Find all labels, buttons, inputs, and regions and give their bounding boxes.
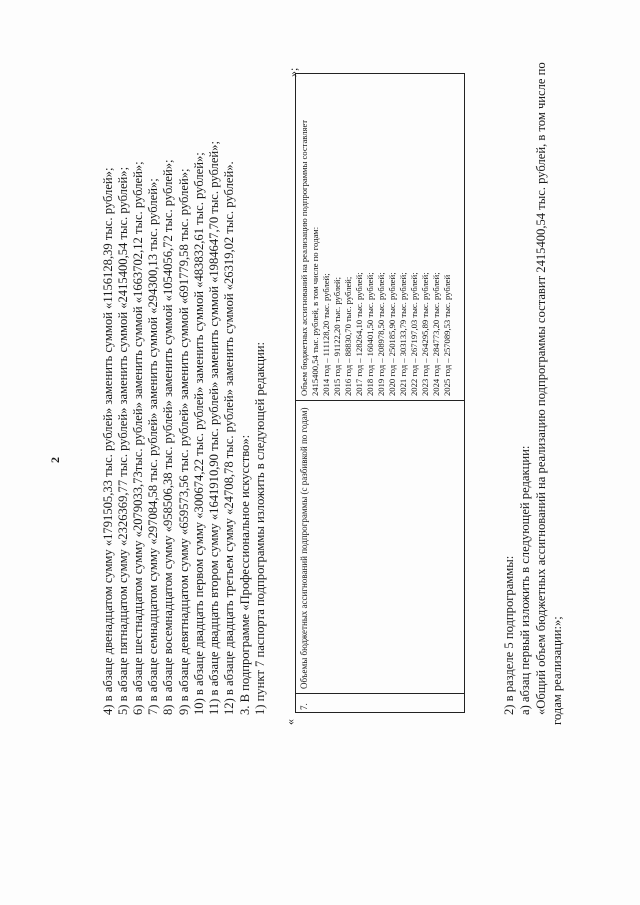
paragraph-quote-line-2: годам реализации:»;	[550, 616, 564, 725]
table-row-label: Объемы бюджетных ассигнований подпрограммы (с разбивкой по годам)	[296, 400, 464, 693]
passport-table	[295, 73, 465, 713]
amendment-line-9: 9) в абзаце девятнадцатом сумму «659573,56 тыс. рублей» заменить суммой «691779,58 тыс. рублей»;	[177, 168, 191, 715]
funding-year-2021: 2021 год – 303133,79 тыс. рублей;	[398, 272, 408, 396]
funding-year-2017: 2017 год – 128264,10 тыс. рублей;	[354, 272, 364, 396]
amendment-line-8: 8) в абзаце восемнадцатом сумму «958506,38 тыс. рублей» заменить суммой «1054056,72 тыс. рублей»;	[161, 159, 175, 715]
section5-heading: 2) в разделе 5 подпрограммы:	[502, 555, 516, 715]
amendment-line-4: 4) в абзаце двенадцатом сумму «1791505,33 тыс. рублей» заменить суммой «1156128,39 тыс. рублей»;	[101, 167, 115, 715]
funding-year-2016: 2016 год – 88830,70 тыс. рублей;	[343, 276, 353, 396]
funding-year-2023: 2023 год – 264295,89 тыс. рублей;	[420, 272, 430, 396]
page-number: 2	[48, 457, 62, 463]
amendment-line-11: 11) в абзаце двадцать втором сумму «1641910,90 тыс. рублей» заменить суммой «1984647,70 тыс. рублей»;	[207, 141, 221, 715]
funding-year-2025: 2025 год – 257089,53 тыс. рублей	[442, 274, 452, 396]
amendment-line-5: 5) в абзаце пятнадцатом сумму «2326369,77 тыс. рублей» заменить суммой «2415400,54 тыс. рублей»;	[116, 166, 130, 715]
paragraph-quote-line-1: «Общий объем бюджетных ассигнований на реализацию подпрограммы составит 2415400,54 тыс. рублей, в том числе по	[534, 62, 548, 715]
funding-year-2015: 2015 год – 91122,20 тыс. рублей;	[332, 277, 342, 396]
amendment-line-10: 10) в абзаце двадцать первом сумму «300674,22 тыс. рублей» заменить суммой «483832,61 тыс. рублей»;	[192, 152, 206, 715]
quote-close: »;	[286, 67, 300, 77]
funding-year-2019: 2019 год – 208978,50 тыс. рублей;	[376, 272, 386, 396]
quote-open: «	[283, 719, 297, 725]
amendment-line-7: 7) в абзаце семнадцатом сумму «297084,58 тыс. рублей» заменить суммой «294300,13 тыс. рублей»;	[146, 178, 160, 715]
funding-intro: Объем бюджетных ассигнований на реализацию подпрограммы составляет 2415400,54 тыс. рублей, в том числе по годам:	[299, 119, 320, 396]
funding-year-2018: 2018 год – 160401,50 тыс. рублей;	[365, 272, 375, 396]
passport-item-intro: 1) пункт 7 паспорта подпрограммы изложить в следующей редакции:	[253, 341, 267, 715]
funding-year-2020: 2020 год – 250185,90 тыс. рублей;	[387, 272, 397, 396]
amendment-line-6: 6) в абзаце шестнадцатом сумму «2079033,73тыс. рублей» заменить суммой «1663702,12 тыс. рублей»;	[131, 161, 145, 715]
funding-year-2022: 2022 год – 267197,03 тыс. рублей;	[409, 272, 419, 396]
table-row-value	[296, 74, 464, 400]
amendment-line-12: 12) в абзаце двадцать третьем сумму «24708,78 тыс. рублей» заменить суммой «26319,02 тыс. рублей».	[222, 161, 236, 715]
funding-year-2014: 2014 год – 111128,20 тыс. рублей;	[321, 273, 331, 396]
paragraph-intro: а) абзац первый изложить в следующей редакции:	[518, 445, 532, 715]
funding-year-2024: 2024 год – 284773,20 тыс. рублей;	[431, 272, 441, 396]
section-heading: 3. В подпрограмме «Профессиональное искусство»:	[238, 434, 252, 715]
table-row-number: 7.	[296, 693, 464, 712]
